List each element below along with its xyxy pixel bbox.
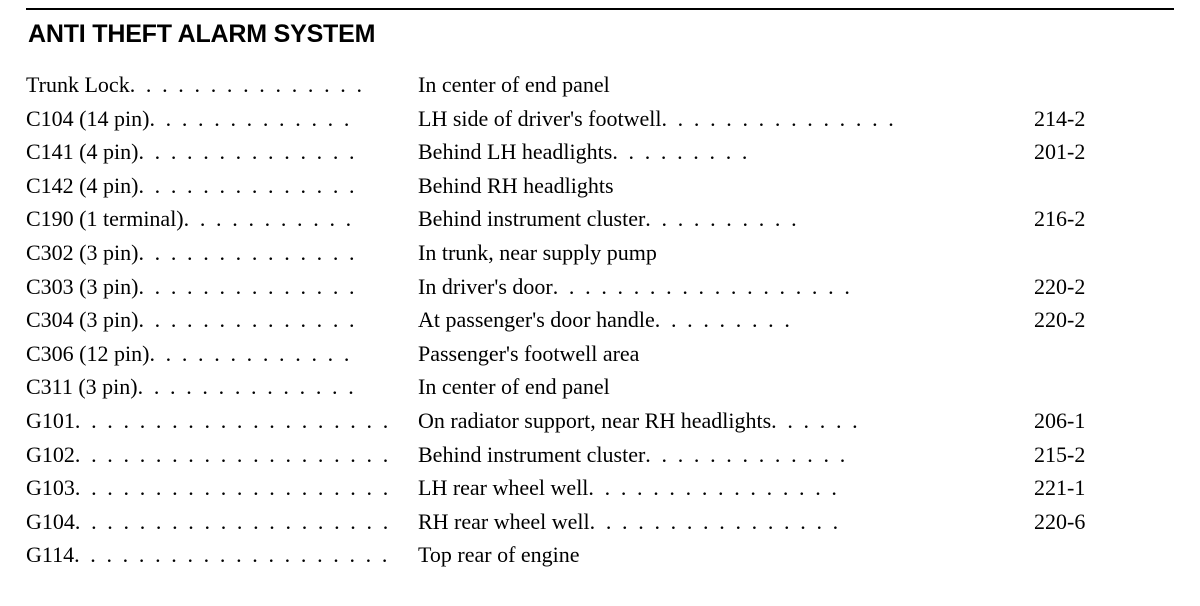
leader-dots: . . . . . . . . . . . . . [149, 340, 352, 366]
location-cell [418, 236, 1028, 270]
location-cell [418, 404, 1028, 438]
table-row [26, 303, 1176, 337]
location-label: At passenger's door handle [418, 307, 655, 333]
page-title: ANTI THEFT ALARM SYSTEM [28, 20, 376, 48]
location-label: In driver's door [418, 273, 553, 299]
leader-dots: . . . . . . . . . . . . . . . . . . . . [74, 441, 391, 467]
component-cell [26, 471, 416, 505]
page-reference: 216-2 [1034, 206, 1086, 232]
component-cell [26, 404, 416, 438]
location-label: Passenger's footwell area [418, 340, 640, 366]
location-cell [418, 202, 1028, 236]
leader-dots: . . . . . . . . . . . . . . . . [589, 508, 841, 534]
location-cell [418, 303, 1028, 337]
leader-dots: . . . . . . . . . . . . . . . [129, 72, 365, 97]
component-cell [26, 303, 416, 337]
table-row [26, 135, 1176, 169]
page-reference: 220-6 [1034, 508, 1086, 534]
leader-dots: . . . . . . [771, 407, 861, 433]
component-label: G114 [26, 542, 75, 568]
table-row [26, 404, 1176, 438]
component-label: C304 (3 pin) [26, 307, 139, 333]
component-cell [26, 169, 416, 203]
component-cell [26, 135, 416, 169]
leader-dots: . . . . . . . . . . . . . . [138, 239, 358, 265]
component-label: G102 [26, 441, 75, 467]
component-label: C141 (4 pin) [26, 139, 139, 165]
table-row [26, 505, 1176, 539]
leader-dots: . . . . . . . . . . . . . . . . . . . . [74, 475, 391, 501]
table-row [26, 68, 1176, 102]
leader-dots: . . . . . . . . . . . . . [149, 105, 352, 131]
location-label: On radiator support, near RH headlights [418, 407, 772, 433]
leader-dots: . . . . . . . . . . . . . . . [661, 105, 897, 131]
location-cell [418, 438, 1028, 472]
leader-dots: . . . . . . . . . . . . . . . . . . . . [74, 407, 391, 433]
location-cell [418, 68, 1028, 102]
location-label: In center of end panel [418, 374, 610, 400]
table-row [26, 169, 1176, 203]
component-label: G104 [26, 508, 75, 534]
location-label: Behind RH headlights [418, 172, 614, 198]
leader-dots: . . . . . . . . . [654, 307, 793, 333]
component-label: C303 (3 pin) [26, 273, 139, 299]
table-row [26, 270, 1176, 304]
component-label: C142 (4 pin) [26, 172, 139, 198]
leader-dots: . . . . . . . . . . . [183, 206, 354, 232]
component-label: C302 (3 pin) [26, 239, 139, 265]
location-label: Top rear of engine [418, 542, 580, 568]
leader-dots: . . . . . . . . . . . . . . . . . . . . [74, 508, 391, 534]
leader-dots: . . . . . . . . . . [645, 206, 800, 232]
page-reference: 221-1 [1034, 475, 1086, 501]
component-label: G103 [26, 475, 75, 501]
component-cell [26, 68, 416, 102]
location-label: Behind instrument cluster [418, 206, 646, 232]
table-row [26, 202, 1176, 236]
location-cell [418, 505, 1028, 539]
location-cell [418, 270, 1028, 304]
location-label: RH rear wheel well [418, 508, 590, 534]
leader-dots: . . . . . . . . . [612, 139, 751, 165]
leader-dots: . . . . . . . . . . . . . . . . . . . . [74, 542, 390, 568]
page-reference: 215-2 [1034, 441, 1086, 467]
component-label: C190 (1 terminal) [26, 206, 184, 232]
location-label: In center of end panel [418, 72, 610, 97]
leader-dots: . . . . . . . . . . . . . . . . [588, 475, 840, 501]
table-row [26, 102, 1176, 136]
component-label: C311 (3 pin) [26, 374, 138, 400]
component-cell [26, 538, 416, 572]
location-label: LH side of driver's footwell [418, 105, 662, 131]
component-cell [26, 202, 416, 236]
component-location-table [26, 68, 1176, 572]
location-label: Behind LH headlights [418, 139, 613, 165]
component-cell [26, 438, 416, 472]
component-cell [26, 270, 416, 304]
component-label: C104 (14 pin) [26, 105, 150, 131]
location-label: LH rear wheel well [418, 475, 589, 501]
location-cell [418, 471, 1028, 505]
top-horizontal-rule [26, 8, 1174, 10]
page-reference: 201-2 [1034, 139, 1086, 165]
location-label: Behind instrument cluster [418, 441, 646, 467]
leader-dots: . . . . . . . . . . . . . . [138, 273, 358, 299]
page-reference: 206-1 [1034, 407, 1086, 433]
page-reference: 220-2 [1034, 273, 1086, 299]
table-row [26, 337, 1176, 371]
page-reference: 214-2 [1034, 105, 1086, 131]
table-row [26, 471, 1176, 505]
leader-dots: . . . . . . . . . . . . . . . . . . . [552, 273, 853, 299]
leader-dots: . . . . . . . . . . . . . . [138, 172, 358, 198]
location-cell [418, 169, 1028, 203]
component-cell [26, 236, 416, 270]
leader-dots: . . . . . . . . . . . . . [645, 441, 848, 467]
component-cell [26, 505, 416, 539]
location-cell [418, 135, 1028, 169]
location-cell [418, 337, 1028, 371]
location-cell [418, 370, 1028, 404]
leader-dots: . . . . . . . . . . . . . . [138, 139, 358, 165]
component-cell [26, 102, 416, 136]
component-label: C306 (12 pin) [26, 340, 150, 366]
table-row [26, 236, 1176, 270]
component-cell [26, 337, 416, 371]
leader-dots: . . . . . . . . . . . . . . [137, 374, 357, 400]
location-cell [418, 102, 1028, 136]
table-row [26, 370, 1176, 404]
table-row [26, 438, 1176, 472]
location-label: In trunk, near supply pump [418, 239, 657, 265]
component-label: Trunk Lock [26, 72, 130, 97]
component-label: G101 [26, 407, 75, 433]
table-row [26, 538, 1176, 572]
component-cell [26, 370, 416, 404]
leader-dots: . . . . . . . . . . . . . . [138, 307, 358, 333]
location-cell [418, 538, 1028, 572]
page-reference: 220-2 [1034, 307, 1086, 333]
